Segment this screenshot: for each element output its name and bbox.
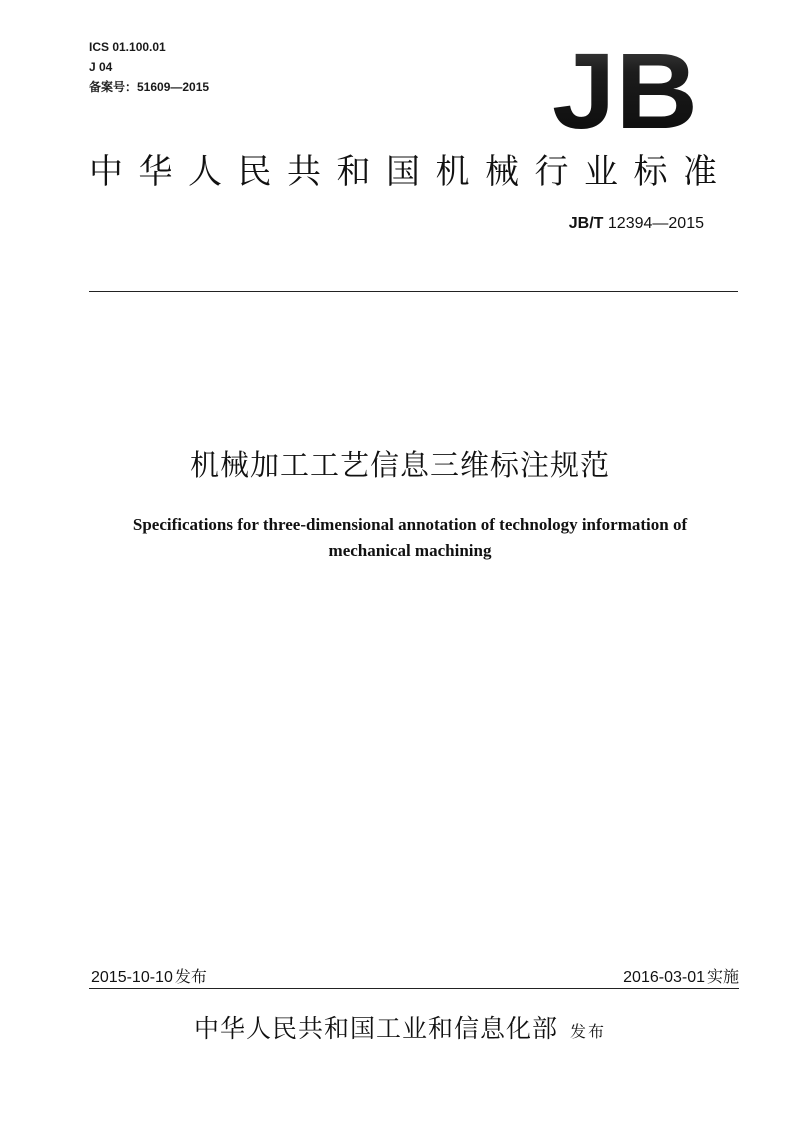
date-bar: [89, 966, 739, 989]
issuer-name: 中华人民共和国工业和信息化部: [193, 1014, 558, 1043]
title-english-line-1: Specifications for three-dimensional annotation of technology information of: [132, 515, 688, 534]
implement-date-label: 实施: [706, 967, 739, 986]
header-divider: [89, 291, 738, 292]
issuer-action: 发布: [570, 1022, 607, 1041]
implement-date-value: 2016-03-01: [623, 969, 705, 986]
implement-date: [623, 966, 739, 989]
jb-logo: [550, 44, 700, 132]
record-number: 备案号：51609—2015: [89, 80, 210, 94]
industry-standard-title: 中华人民共和国机械行业标准: [89, 152, 733, 192]
jb-logo-text: JB: [552, 44, 698, 132]
standard-number-value: 12394—2015: [607, 215, 704, 232]
ccs-code: J 04: [89, 60, 113, 74]
standard-number-prefix: JB/T: [568, 215, 604, 232]
publish-date: [91, 966, 207, 989]
publish-date-value: 2015-10-10: [91, 969, 173, 986]
ics-code: ICS 01.100.01: [89, 40, 166, 54]
publish-date-label: 发布: [174, 967, 207, 986]
issuer: [0, 1012, 800, 1046]
standard-number: [569, 214, 704, 234]
title-english-line-2: mechanical machining: [328, 541, 492, 560]
title-english: [60, 512, 760, 564]
title-chinese: 机械加工工艺信息三维标注规范: [189, 448, 610, 482]
